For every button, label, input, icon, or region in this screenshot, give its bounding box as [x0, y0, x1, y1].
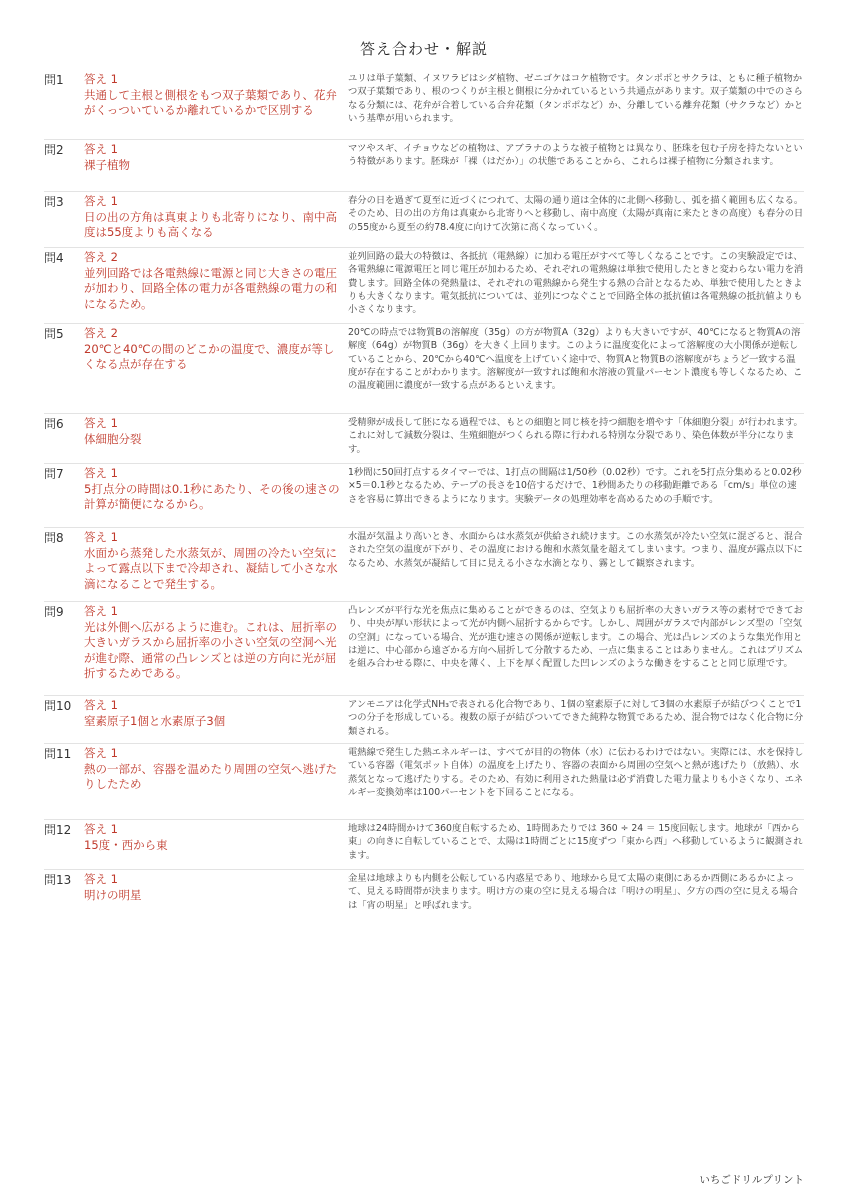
page-title: 答え合わせ・解説: [359, 40, 488, 58]
answer-label: 答え 1: [84, 194, 118, 208]
answer-label: 答え 1: [84, 466, 118, 480]
answer-label: 答え 1: [84, 530, 118, 544]
explanation-text: 1秒間に50回打点するタイマーでは、1打点の間隔は1/50秒（0.02秒）です。これを5打点分集めると0.02秒×5＝0.1秒となるため、テープの長さを10倍するだけで、1秒間あたりの移動距離である「cm/s」単位の速さを容易に算出できるようになります。実験データの処理効率を高めるための手順です。: [348, 467, 802, 505]
answer-label: 答え 2: [84, 326, 118, 340]
answer-text: 水面から蒸発した水蒸気が、周囲の冷たい空気によって露点以下まで冷却され、凝結して小さな水滴になることで発生する。: [84, 545, 338, 591]
answer-row: [44, 140, 804, 192]
answer-text: 並列回路では各電熱線に電源と同じ大きさの電圧が加わり、回路全体の電力が各電熱線の電力の和になるため。: [84, 265, 337, 311]
explanation-text: 凸レンズが平行な光を焦点に集めることができるのは、空気よりも屈折率の大きいガラス等の素材でできており、中央が厚い形状によって光が内側へ屈折するからです。しかし、周囲がガラスで内部がレンズ型の「空気の空洞」になっている場合、光が進む速さの関係が逆転します。この場合、光は凸レンズのような集光作用とは逆に、中心部から遠ざかる方向へ屈折して分散するため、一点に集まることはありません。これはプリズムを組み合わせる際に、中央を薄く、上下を厚く配置した凹レンズのような働きをすることと同じ原理です。: [348, 605, 804, 670]
explanation-text: アンモニアは化学式NH₃で表される化合物であり、1個の窒素原子に対して3個の水素原子が結びつくことで1つの分子を形成している。複数の原子が結びついてできた純粋な物質であるため、混合物ではなく化合物に分類される。: [348, 699, 804, 737]
answer-label: 答え 1: [84, 698, 118, 712]
answer-cell: [84, 250, 344, 321]
answer-cell: [84, 698, 344, 741]
answer-cell: [84, 822, 344, 867]
answer-row: [44, 696, 804, 744]
answer-row: [44, 464, 804, 528]
answer-row: [44, 744, 804, 820]
answer-text: 裸子植物: [84, 157, 130, 172]
explanation-text: 電熱線で発生した熱エネルギーは、すべてが目的の物体（水）に伝わるわけではない。実際には、水を保持している容器（電気ポット自体）の温度を上げたり、容器の表面から周囲の空気へと熱が逃げたり（放熱）、水蒸気となって逃げたりする。そのため、有効に利用された熱量は必ず消費した電力量よりも小さくなり、エネルギー変換効率は100パーセントを下回ることになる。: [348, 747, 804, 798]
answer-text: 光は外側へ広がるように進む。これは、屈折率の大きいガラスから屈折率の小さい空気の空洞へ光が進む際、通常の凸レンズとは逆の方向に光が屈折するためである。: [84, 619, 337, 680]
answer-text: 窒素原子1個と水素原子3個: [84, 713, 226, 728]
answer-cell: [84, 530, 344, 599]
answer-text: 体細胞分裂: [84, 431, 142, 446]
answer-label: 答え 1: [84, 416, 118, 430]
answer-cell: [84, 416, 344, 461]
footer-brand: いちごドリルプリント: [699, 1174, 804, 1186]
answer-label: 答え 1: [84, 822, 118, 836]
question-number: 問3: [44, 195, 64, 209]
explanation-text: 地球は24時間かけて360度自転するため、1時間あたりでは 360 ÷ 24 ＝ 15度回転します。地球が「西から東」の向きに自転していることで、太陽は1時間ごとに15度ずつ「東から西」へ移動しているように観測されます。: [348, 823, 803, 861]
explanation-text: 20℃の時点では物質Bの溶解度（35g）の方が物質A（32g）よりも大きいですが、40℃になると物質Aの溶解度（64g）が物質B（36g）を大きく上回ります。このように温度変化によって溶解度の大小関係が逆転していることから、20℃から40℃へ温度を上げていく途中で、物質Aと物質Bの溶解度がちょうど一致する温度が存在することがわかります。溶解度が一致すれば飽和水溶液の質量パーセント濃度も等しくなるため、この温度範囲に濃度が一致する点があるといえます。: [348, 327, 803, 392]
answer-label: 答え 1: [84, 142, 118, 156]
question-number: 問10: [44, 699, 72, 713]
answer-label: 答え 1: [84, 746, 118, 760]
explanation-text: 受精卵が成長して胚になる過程では、もとの細胞と同じ核を持つ細胞を増やす「体細胞分裂」が行われます。これに対して減数分裂は、生殖細胞がつくられる際に行われる特別な分裂であり、染色体数が半分になります。: [348, 417, 803, 455]
question-number: 問9: [44, 605, 64, 619]
question-number: 問8: [44, 531, 64, 545]
question-number: 問7: [44, 467, 64, 481]
explanation-text: 水温が気温より高いとき、水面からは水蒸気が供給され続けます。この水蒸気が冷たい空気に混ざると、混合された空気の温度が下がり、その温度における飽和水蒸気量を超えてしまいます。つまり、温度が露点以下になるため、水蒸気が凝結して目に見える小さな水滴となり、霧として観察されます。: [348, 531, 803, 569]
explanation-text: 金星は地球よりも内側を公転している内惑星であり、地球から見て太陽の東側にあるか西側にあるかによって、見える時間帯が決まります。明け方の東の空に見える場合は「明けの明星」、夕方の西の空に見える場合は「宵の明星」と呼ばれます。: [348, 873, 798, 911]
answer-cell: [84, 604, 344, 693]
question-number: 問12: [44, 823, 72, 837]
answer-cell: [84, 466, 344, 525]
answer-cell: [84, 194, 344, 245]
answer-text: 明けの明星: [84, 887, 142, 902]
answer-table: [44, 70, 804, 918]
explanation-text: マツやスギ、イチョウなどの植物は、アブラナのような被子植物とは異なり、胚珠を包む子房を持たないという特徴があります。胚珠が「裸（はだか）」の状態であることから、これらは裸子植物に分類されます。: [348, 143, 803, 168]
question-number: 問6: [44, 417, 64, 431]
answer-row: [44, 324, 804, 414]
question-number: 問5: [44, 327, 64, 341]
answer-cell: [84, 142, 344, 189]
answer-text: 20℃と40℃の間のどこかの温度で、濃度が等しくなる点が存在する: [84, 341, 335, 371]
answer-cell: [84, 872, 344, 916]
answer-text: 15度・西から東: [84, 837, 168, 852]
question-number: 問11: [44, 747, 72, 761]
answer-row: [44, 820, 804, 870]
answer-label: 答え 1: [84, 72, 118, 86]
question-number: 問1: [44, 73, 64, 87]
answer-row: [44, 602, 804, 696]
answer-cell: [84, 746, 344, 817]
answer-row: [44, 192, 804, 248]
explanation-text: 春分の日を過ぎて夏至に近づくにつれて、太陽の通り道は全体的に北側へ移動し、弧を描く範囲も広くなる。そのため、日の出の方角は真東から北寄りへと移動し、南中高度（太陽が真南に来たときの高度）も春分の日の55度から夏至の約78.4度に向けて次第に高くなっていく。: [348, 195, 804, 233]
answer-row: [44, 528, 804, 602]
question-number: 問2: [44, 143, 64, 157]
explanation-text: 並列回路の最大の特徴は、各抵抗（電熱線）に加わる電圧がすべて等しくなることです。この実験設定では、各電熱線に電源電圧と同じ電圧が加わるため、それぞれの電熱線は単独で使用したときと変わらない電力を消費します。回路全体の発熱量は、それぞれの電熱線から発生する熱の合計となるため、単独で使用したときよりも大きくなります。電気抵抗については、並列につなぐことで回路全体の抵抗値は各電熱線の抵抗値よりも小さくなります。: [348, 251, 804, 316]
answer-label: 答え 1: [84, 872, 118, 886]
answer-text: 熱の一部が、容器を温めたり周囲の空気へ逃げたりしたため: [84, 761, 337, 791]
answer-row: [44, 414, 804, 464]
answer-text: 共通して主根と側根をもつ双子葉類であり、花弁がくっついているか離れているかで区別する: [84, 87, 337, 117]
answer-row: [44, 870, 804, 918]
answer-label: 答え 1: [84, 604, 118, 618]
answer-label: 答え 2: [84, 250, 118, 264]
answer-row: [44, 70, 804, 140]
explanation-text: ユリは単子葉類、イヌワラビはシダ植物、ゼニゴケはコケ植物です。タンポポとサクラは、ともに種子植物かつ双子葉類であり、根のつくりが主根と側根に分かれているという共通点があります。双子葉類の中でのさらなる分類には、花弁が合着している合弁花類（タンポポなど）か、分離している離弁花類（サクラなど）かという基準が用いられます。: [348, 73, 804, 124]
question-number: 問13: [44, 873, 72, 887]
answer-cell: [84, 72, 344, 137]
answer-cell: [84, 326, 344, 411]
answer-text: 日の出の方角は真東よりも北寄りになり、南中高度は55度よりも高くなる: [84, 209, 337, 239]
answer-row: [44, 248, 804, 324]
question-number: 問4: [44, 251, 64, 265]
answer-text: 5打点分の時間は0.1秒にあたり、その後の速さの計算が簡便になるから。: [84, 481, 340, 511]
